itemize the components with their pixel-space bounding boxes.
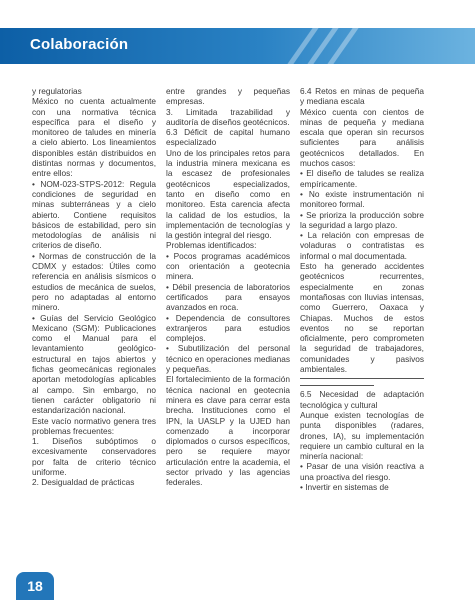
bullet-item: • Pasar de una visión reactiva a una proactiva del riesgo. <box>300 461 424 482</box>
paragraph: entre grandes y pequeñas empresas. <box>166 86 290 107</box>
bullet-item: • Guías del Servicio Geológico Mexicano (SGM): Publicaciones como el Manual para el levantamiento geológico-estructural en tajos abiertos y fichas geomecánicas regionales aportan metodologías aplicables al campo. Sin embargo, no tienen carácter obligatorio ni estandarización nacional. <box>32 313 156 416</box>
text-column-1 <box>32 86 156 576</box>
paragraph: Problemas identificados: <box>166 240 257 251</box>
text-column-3 <box>300 86 424 576</box>
bullet-item: • Débil presencia de laboratorios certificados para ensayos avanzados en roca. <box>166 282 290 313</box>
divider <box>300 378 424 379</box>
bullet-item: • El diseño de taludes se realiza empíricamente. <box>300 168 424 189</box>
bullet-item: • Normas de construcción de la CDMX y estados: Útiles como referencia en análisis sísmicos o estudios de mecánica de suelos, pero no adaptadas al entorno minero. <box>32 251 156 313</box>
bullet-item: • Invertir en sistemas de <box>300 482 424 492</box>
section-heading: 6.3 Déficit de capital humano especializado <box>166 127 290 148</box>
divider <box>300 385 374 386</box>
paragraph: El fortalecimiento de la formación técnica nacional en geotecnia minera es clave para cerrar esta brecha. Instituciones como el IPN, la UASLP y la UJED han comenzado a incorporar diplomados o cursos específicos, pero se requiere mayor articulación entre la academia, el sector privado y las agencias federales. <box>166 374 290 488</box>
bullet-item: • NOM-023-STPS-2012: Regula condiciones de seguridad en minas subterráneas y a cielo abierto. Contiene requisitos básicos de estabilidad, pero sin metodologías de análisis ni criterios de diseño. <box>32 179 156 251</box>
paragraph: México no cuenta actualmente con una normativa técnica específica para el diseño y monitoreo de taludes en minería a cielo abierto. Los lineamientos disponibles están distribuidos en distintas normas y documentos, entre ellos: <box>32 96 156 179</box>
page-number-tab <box>16 572 54 600</box>
paragraph: Uno de los principales retos para la industria minera mexicana es la escasez de profesionales geotécnicos especializados, tanto en diseño como en monitoreo. Esta carencia afecta la calidad de los estudios, la implementación de tecnologías y la gestión integral del riesgo. <box>166 147 290 241</box>
bullet-item: • La relación con empresas de voladuras o contratistas es informal o mal documentada. <box>300 230 424 261</box>
paragraph: Aunque existen tecnologías de punta disponibles (radares, drones, IA), su implementación requiere un cambio cultural en la minería nacional: <box>300 409 424 462</box>
page-number: 18 <box>27 578 43 594</box>
numbered-item: 3. Limitada trazabilidad y auditoría de diseños geotécnicos. <box>166 106 290 127</box>
section-title: Colaboración <box>30 36 129 53</box>
paragraph: Esto ha generado accidentes geotécnicos recurrentes, especialmente en zonas montañosas con lluvias intensas, como Guerrero, Oaxaca y Chiapas. Muchos de estos eventos no se reportan oficialmente, pero comprometen la seguridad de trabajadores, comunidades y pasivos ambientales. <box>300 261 424 375</box>
paragraph: México cuenta con cientos de minas de pequeña y mediana escala que operan sin recursos suficientes para análisis geotécnicos detallados. En muchos casos: <box>300 106 424 169</box>
section-banner <box>0 28 475 64</box>
bullet-item: • Pocos programas académicos con orientación a geotecnia minera. <box>166 251 290 282</box>
numbered-item: 2. Desigualdad de prácticas <box>32 477 135 488</box>
bullet-item: • Dependencia de consultores extranjeros para estudios complejos. <box>166 313 290 344</box>
paragraph: Este vacío normativo genera tres problemas frecuentes: <box>32 415 156 436</box>
section-heading: 6.5 Necesidad de adaptación tecnológica y cultural <box>300 389 424 410</box>
bullet-item: • No existe instrumentación ni monitoreo formal. <box>300 189 424 210</box>
section-heading: 6.4 Retos en minas de pequeña y mediana escala <box>300 86 424 107</box>
paragraph: y regulatorias <box>32 86 82 96</box>
text-column-2 <box>166 86 290 576</box>
bullet-item: • Se prioriza la producción sobre la seguridad a largo plazo. <box>300 210 424 231</box>
bullet-item: • Subutilización del personal técnico en operaciones medianas y pequeñas. <box>166 343 290 374</box>
numbered-item: 1. Diseños subóptimos o excesivamente conservadores por falta de criterio técnico uniforme. <box>32 436 156 477</box>
